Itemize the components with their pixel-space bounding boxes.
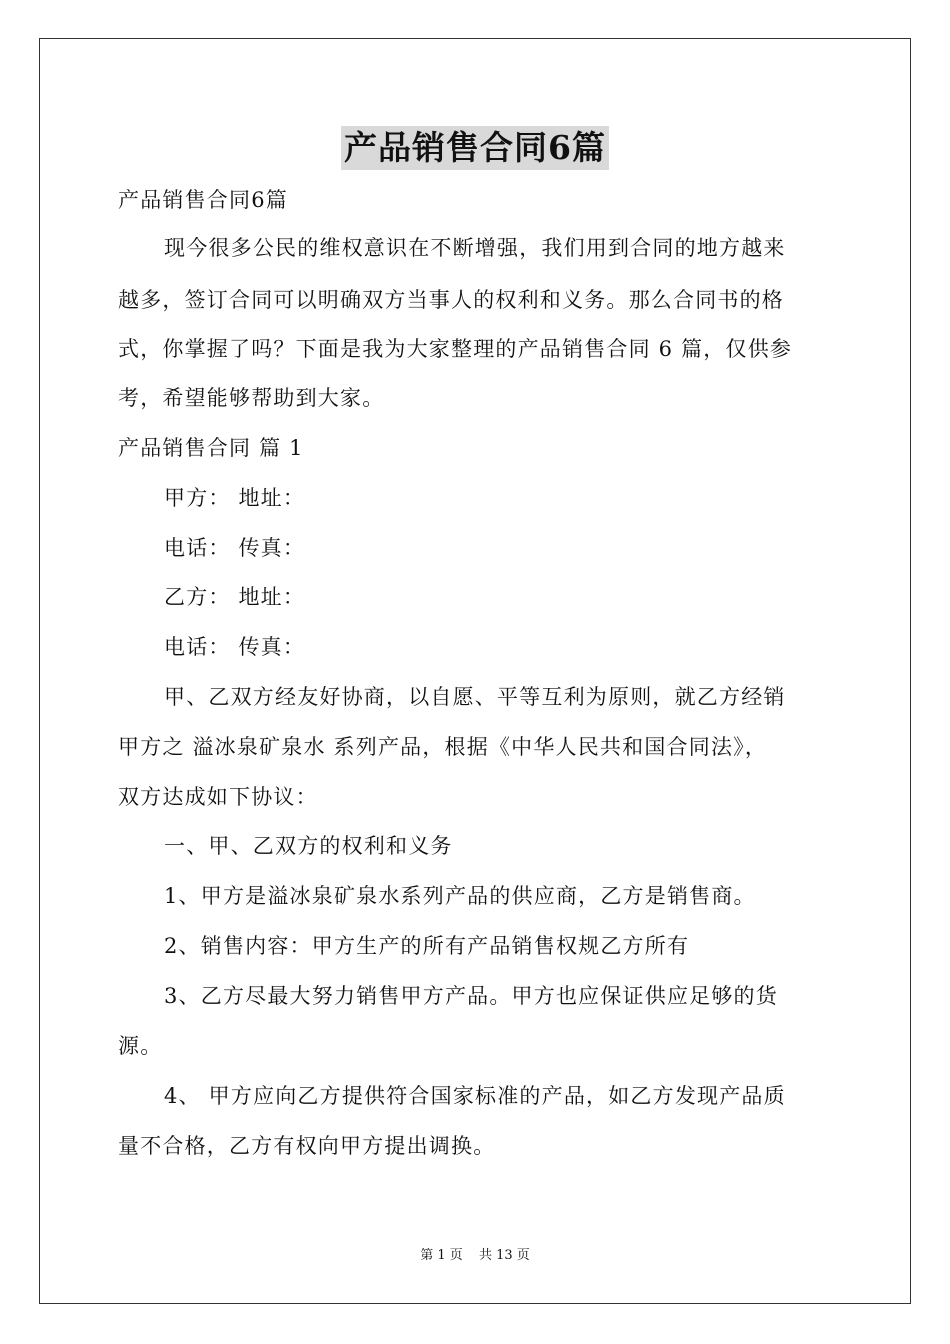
- paragraph-line: 双方达成如下协议：: [118, 785, 318, 809]
- page-total: 共 13 页: [478, 1248, 530, 1263]
- clause-item: 4、 甲方应向乙方提供符合国家标准的产品，如乙方发现产品质: [164, 1084, 786, 1108]
- paragraph-line: 甲、乙双方经友好协商，以自愿、平等互利为原则，就乙方经销: [164, 685, 786, 709]
- page-footer: [0, 1247, 950, 1265]
- paragraph-line: 考，希望能够帮助到大家。: [118, 386, 385, 410]
- clause-heading: 一、甲、乙双方的权利和义务: [164, 834, 453, 858]
- paragraph-line: 现今很多公民的维权意识在不断增强，我们用到合同的地方越来: [164, 236, 786, 260]
- title-wrapper: [0, 126, 950, 170]
- page-number: 第 1 页: [420, 1248, 463, 1263]
- clause-item: 3、乙方尽最大努力销售甲方产品。甲方也应保证供应足够的货: [164, 984, 778, 1008]
- party-a-line: 甲方： 地址：: [164, 486, 306, 510]
- paragraph-line: 甲方之 溢冰泉矿泉水 系列产品，根据《中华人民共和国合同法》，: [118, 735, 768, 759]
- section-heading: 产品销售合同 篇 1: [118, 436, 304, 460]
- clause-item: 1、甲方是溢冰泉矿泉水系列产品的供应商，乙方是销售商。: [164, 884, 756, 908]
- clause-item-continued: 量不合格，乙方有权向甲方提出调换。: [118, 1134, 496, 1158]
- party-b-line: 乙方： 地址：: [164, 585, 306, 609]
- page-border: [39, 38, 911, 1304]
- party-a-contact-line: 电话： 传真：: [164, 536, 306, 560]
- paragraph-line: 越多，签订合同可以明确双方当事人的权利和义务。那么合同书的格: [118, 288, 784, 312]
- document-title: 产品销售合同6篇: [341, 126, 609, 170]
- clause-item-continued: 源。: [118, 1034, 163, 1058]
- party-b-contact-line: 电话： 传真：: [164, 635, 306, 659]
- paragraph-line: 式，你掌握了吗？下面是我为大家整理的产品销售合同 6 篇，仅供参: [118, 337, 793, 361]
- document-subtitle: 产品销售合同6篇: [118, 188, 288, 212]
- clause-item: 2、销售内容：甲方生产的所有产品销售权规乙方所有: [164, 934, 690, 958]
